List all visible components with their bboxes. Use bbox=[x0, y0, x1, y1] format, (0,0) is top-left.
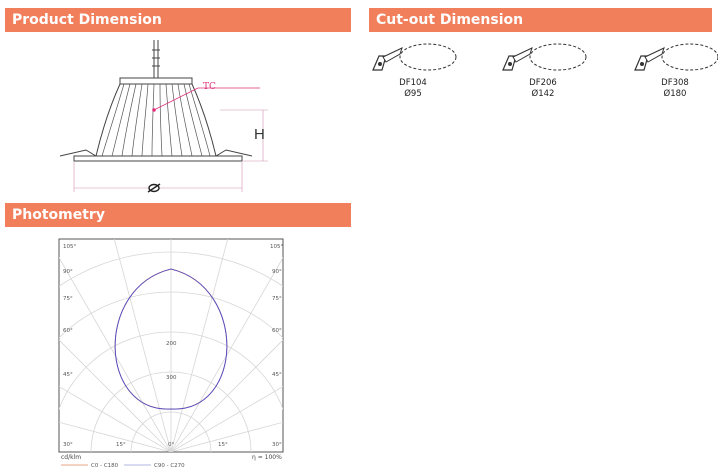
angle-label-left: 75° bbox=[63, 296, 73, 302]
product-dimension-title: Product Dimension bbox=[12, 12, 162, 28]
angle-label-bottom: 15° bbox=[218, 442, 228, 448]
efficiency-label: η = 100% bbox=[252, 454, 282, 461]
cutout-diameter-1: Ø95 bbox=[404, 89, 422, 99]
photometry-polar-chart bbox=[58, 238, 288, 472]
radial-value: 300 bbox=[166, 375, 177, 381]
cutout-model-2: DF206 bbox=[529, 78, 557, 88]
angle-label-bottom: 15° bbox=[116, 442, 126, 448]
cutout-model-3: DF308 bbox=[661, 78, 689, 88]
angle-label-right: 60° bbox=[272, 328, 282, 334]
angle-label-left: 60° bbox=[63, 328, 73, 334]
cutout-diameter-2: Ø142 bbox=[531, 89, 555, 99]
tc-label: TC bbox=[203, 82, 216, 92]
cutout-diameter-3: Ø180 bbox=[663, 89, 687, 99]
angle-label-left: 105° bbox=[63, 244, 77, 250]
cutout-diagram-1 bbox=[370, 40, 460, 78]
height-label: H bbox=[254, 126, 265, 143]
product-dimension-drawing bbox=[50, 36, 290, 196]
cutout-dimension-header bbox=[369, 8, 712, 32]
radial-value: 200 bbox=[166, 341, 177, 347]
angle-label-right: 90° bbox=[272, 269, 282, 275]
legend-label-c90: C90 - C270 bbox=[154, 463, 185, 469]
angle-label-right: 30° bbox=[272, 442, 282, 448]
cutout-diagram-3 bbox=[632, 40, 718, 78]
angle-label-bottom: 0° bbox=[168, 442, 175, 448]
cutout-dimension-title: Cut-out Dimension bbox=[376, 12, 524, 28]
cutout-model-1: DF104 bbox=[399, 78, 427, 88]
legend-label-c0: C0 - C180 bbox=[91, 463, 119, 469]
photometry-title: Photometry bbox=[12, 207, 105, 223]
cutout-diagram-2 bbox=[500, 40, 590, 78]
unit-label: cd/klm bbox=[61, 454, 82, 461]
angle-label-left: 90° bbox=[63, 269, 73, 275]
angle-label-right: 105° bbox=[270, 244, 284, 250]
angle-label-right: 75° bbox=[272, 296, 282, 302]
photometry-header bbox=[5, 203, 351, 227]
product-dimension-header bbox=[5, 8, 351, 32]
angle-label-right: 45° bbox=[272, 372, 282, 378]
angle-label-left: 45° bbox=[63, 372, 73, 378]
angle-label-left: 30° bbox=[63, 442, 73, 448]
